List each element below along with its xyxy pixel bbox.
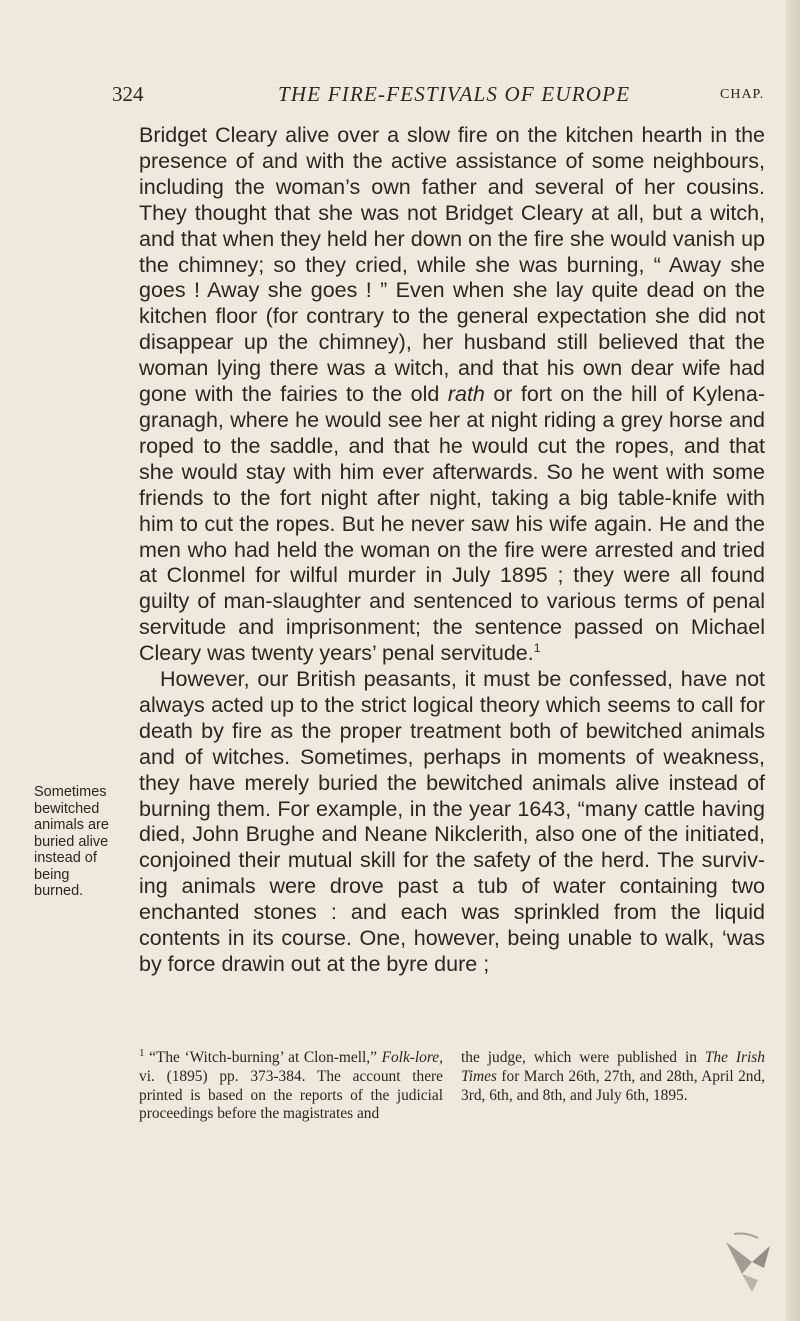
body-text bbox=[139, 123, 765, 978]
footnotes bbox=[139, 1046, 765, 1124]
footnote-text: vi. (1895) pp. 373-384. The account there printed is based on the reports of the judicial proceedings before the magistrates and bbox=[139, 1067, 443, 1123]
paragraph-text: Bridget Cleary alive over a slow fire on the kitchen hearth in the presence of and with the active assistance of some neighbours, including the woman’s own father and several of her cousins. They thought that she was not Bridget Cleary at all, but a witch, and that when they held her down on the fire she would vanish up the chimney; so they cried, while she was burning, “ Away she goes ! Away she goes ! ” Even when she lay quite dead on the kitchen floor (for contrary to the general expectation she did not disappear up the chimney), her husband still believed that the woman lying there was a witch, and that his own dear wife had gone with the fairies to the old bbox=[139, 123, 765, 407]
paragraph-text: or fort on the hill of Kylena-granagh, where he would see her at night riding a grey horse and roped to the saddle, and that he would cut the ropes, and that she would stay with him ever afterwards. So he went with some friends to the fort night after night, taking a big table-knife with him to cut the ropes. But he never saw his wife again. He and the men who had held the woman on the fire were arrested and tried at Clonmel for wilful murder in July 1895 ; they were all found guilty of man-slaughter and sentenced to various terms of penal servitude and imprisonment; the sentence passed on Michael Cleary was twenty years’ penal servitude. bbox=[139, 382, 765, 666]
chapter-label: CHAP. bbox=[720, 87, 765, 102]
italic-term: rath bbox=[447, 382, 485, 407]
paragraph-continued bbox=[139, 123, 765, 667]
footnote-number: 1 bbox=[139, 1046, 145, 1059]
footnote-text: the judge, which were published in bbox=[461, 1049, 697, 1066]
footnote-column-right bbox=[461, 1049, 765, 1124]
footnote-text: for March 26th, 27th, and 28th, April 2nd, 3rd, 6th, and 8th, and July 6th, 1895. bbox=[461, 1067, 765, 1104]
ink-blot-shape bbox=[752, 1246, 770, 1268]
ink-blot-stroke bbox=[734, 1234, 758, 1239]
footnote-text: “The ‘Witch-burning’ at Clon-mell,” bbox=[149, 1049, 377, 1066]
ink-blot-shape bbox=[742, 1274, 758, 1292]
footnote-marker: 1 bbox=[533, 640, 541, 655]
margin-note: Sometimes bewitched animals are buried alive instead of being burned. bbox=[34, 784, 109, 899]
running-header bbox=[0, 82, 800, 112]
ink-blot-icon bbox=[712, 1228, 782, 1298]
page-number: 324 bbox=[112, 82, 144, 106]
footnote-column-left bbox=[139, 1046, 443, 1124]
ink-blot-shape bbox=[726, 1242, 752, 1274]
footnote-journal: The Irish Times bbox=[461, 1049, 765, 1085]
page-edge-shadow bbox=[786, 0, 800, 1321]
paragraph: However, our British peasants, it must be confessed, have not always acted up to the strict logical theory which seems to call for death by fire as the proper treatment both of bewitched animals and of witches. Sometimes, perhaps in moments of weakness, they have merely buried the bewitched animals alive instead of burning them. For example, in the year 1643, “many cattle having died, John Brughe and Neane Nikclerith, also one of the initiated, conjoined their mutual skill for the safety of the herd. The surviv-ing animals were drove past a tub of water containing two enchanted stones : and each was sprinkled from the liquid contents in its course. One, however, being unable to walk, ‘was by force drawin out at the byre dure ; bbox=[139, 667, 765, 976]
footnote-journal: Folk-lore, bbox=[381, 1049, 443, 1066]
running-title: THE FIRE-FESTIVALS OF EUROPE bbox=[278, 82, 631, 106]
